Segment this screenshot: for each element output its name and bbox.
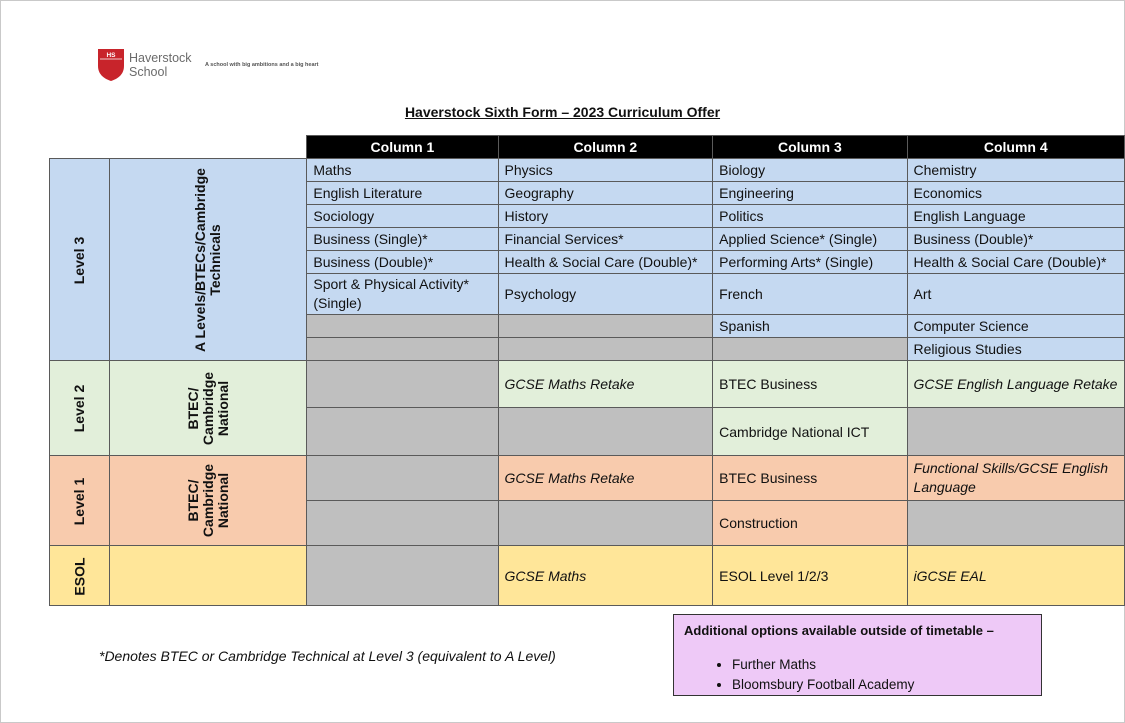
empty-cell xyxy=(907,408,1124,456)
table-cell: Maths xyxy=(307,159,498,182)
level-1-label: Level 1 xyxy=(50,456,110,546)
table-cell: Business (Single)* xyxy=(307,228,498,251)
shield-logo-icon xyxy=(97,48,125,82)
column-header-2: Column 2 xyxy=(498,136,713,159)
table-cell: iGCSE EAL xyxy=(907,546,1124,606)
level-2-label: Level 2 xyxy=(50,361,110,456)
column-header-row xyxy=(50,136,1125,159)
additional-options-box xyxy=(673,614,1042,696)
school-name-line2: School xyxy=(129,65,168,79)
page-title: Haverstock Sixth Form – 2023 Curriculum Offer xyxy=(404,104,721,120)
table-cell: Business (Double)* xyxy=(907,228,1124,251)
table-cell: Chemistry xyxy=(907,159,1124,182)
table-cell: Cambridge National ICT xyxy=(713,408,907,456)
table-cell: Functional Skills/GCSE English Language xyxy=(907,456,1124,501)
table-row xyxy=(50,159,1125,182)
table-cell: Business (Double)* xyxy=(307,251,498,274)
table-row xyxy=(50,361,1125,408)
level-3-label: Level 3 xyxy=(50,159,110,361)
footnote: *Denotes BTEC or Cambridge Technical at Level 3 (equivalent to A Level) xyxy=(99,648,556,664)
table-cell: ESOL Level 1/2/3 xyxy=(713,546,907,606)
table-cell: Politics xyxy=(713,205,907,228)
table-cell: Physics xyxy=(498,159,713,182)
empty-cell xyxy=(713,338,907,361)
table-cell: French xyxy=(713,274,907,315)
empty-cell xyxy=(307,361,498,408)
additional-options-list xyxy=(684,655,1031,695)
empty-cell xyxy=(307,456,498,501)
table-cell: Psychology xyxy=(498,274,713,315)
table-cell: Applied Science* (Single) xyxy=(713,228,907,251)
table-cell: GCSE Maths Retake xyxy=(498,361,713,408)
table-row xyxy=(50,546,1125,606)
list-item: • Further Maths xyxy=(732,655,1031,675)
esol-sublabel-cell xyxy=(110,546,307,606)
table-cell: BTEC Business xyxy=(713,361,907,408)
table-cell: Economics xyxy=(907,182,1124,205)
table-cell: Engineering xyxy=(713,182,907,205)
table-cell: GCSE English Language Retake xyxy=(907,361,1124,408)
table-cell: BTEC Business xyxy=(713,456,907,501)
empty-cell xyxy=(907,501,1124,546)
table-row xyxy=(50,456,1125,501)
column-header-1: Column 1 xyxy=(307,136,498,159)
column-header-3: Column 3 xyxy=(713,136,907,159)
empty-cell xyxy=(498,408,713,456)
column-header-4: Column 4 xyxy=(907,136,1124,159)
table-cell: Art xyxy=(907,274,1124,315)
table-cell: English Language xyxy=(907,205,1124,228)
school-logo xyxy=(97,48,192,82)
school-name-line1: Haverstock xyxy=(129,51,192,65)
table-cell: English Literature xyxy=(307,182,498,205)
esol-label: ESOL xyxy=(50,546,110,606)
table-cell: Geography xyxy=(498,182,713,205)
table-cell: Sociology xyxy=(307,205,498,228)
additional-options-title: Additional options available outside of timetable – xyxy=(684,623,994,638)
curriculum-table xyxy=(49,135,1125,606)
table-cell: Health & Social Care (Double)* xyxy=(907,251,1124,274)
school-name xyxy=(129,51,192,79)
table-cell: GCSE Maths Retake xyxy=(498,456,713,501)
empty-cell xyxy=(307,338,498,361)
level-2-sublabel: BTEC/ Cambridge National xyxy=(110,361,307,456)
empty-cell xyxy=(307,501,498,546)
table-cell: Religious Studies xyxy=(907,338,1124,361)
table-cell: GCSE Maths xyxy=(498,546,713,606)
logo-initials: HS xyxy=(106,52,116,59)
empty-cell xyxy=(307,408,498,456)
table-cell: Biology xyxy=(713,159,907,182)
table-cell: Sport & Physical Activity* (Single) xyxy=(307,274,498,315)
table-cell: Computer Science xyxy=(907,315,1124,338)
list-item: • Bloomsbury Football Academy xyxy=(732,675,1031,695)
school-tagline: A school with big ambitions and a big heart xyxy=(205,62,319,68)
level-3-sublabel: A Levels/BTECs/Cambridge Technicals xyxy=(110,159,307,361)
level-1-sublabel: BTEC/ Cambridge National xyxy=(110,456,307,546)
empty-cell xyxy=(307,315,498,338)
table-cell: Performing Arts* (Single) xyxy=(713,251,907,274)
empty-cell xyxy=(498,338,713,361)
empty-cell xyxy=(307,546,498,606)
table-cell: Spanish xyxy=(713,315,907,338)
empty-cell xyxy=(498,501,713,546)
table-cell: History xyxy=(498,205,713,228)
empty-cell xyxy=(498,315,713,338)
header-corner xyxy=(50,136,307,159)
table-cell: Health & Social Care (Double)* xyxy=(498,251,713,274)
table-cell: Financial Services* xyxy=(498,228,713,251)
table-cell: Construction xyxy=(713,501,907,546)
